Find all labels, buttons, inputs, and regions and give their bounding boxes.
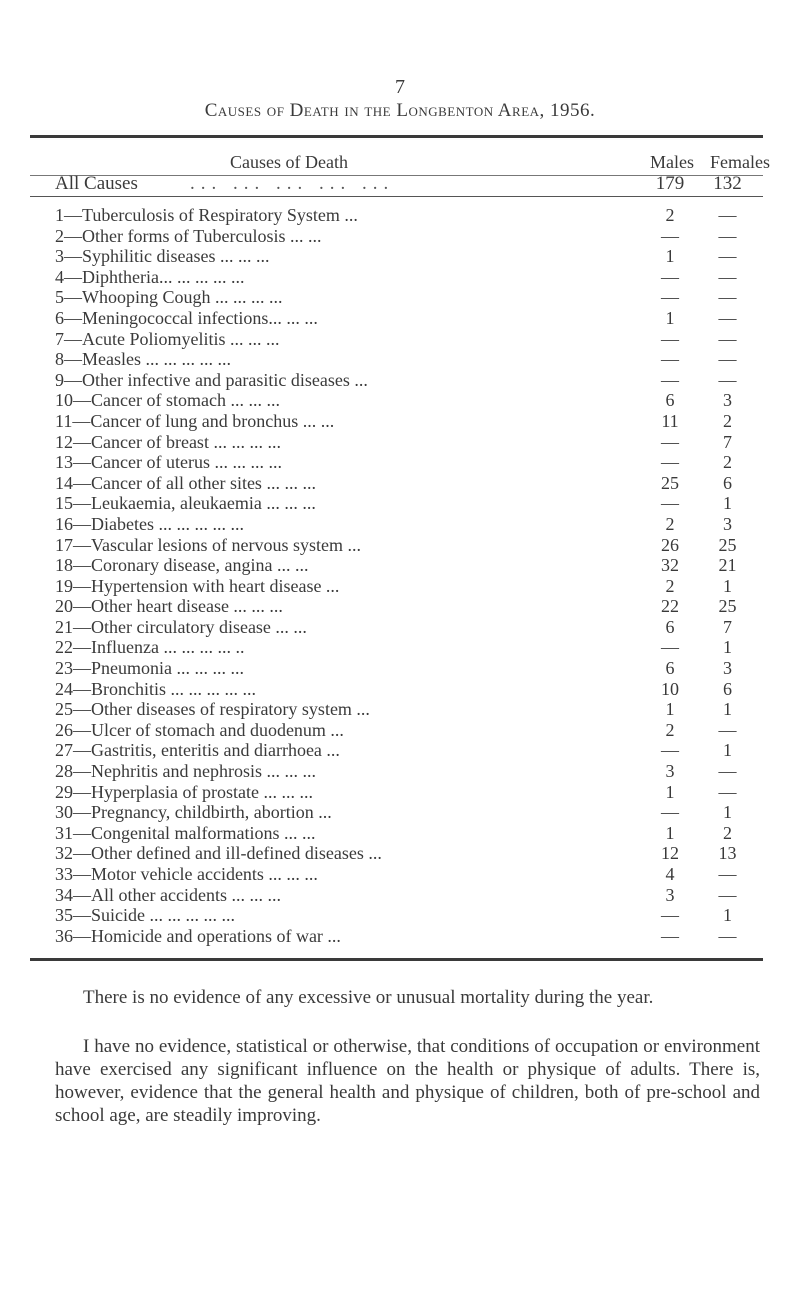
females-count: 1 <box>723 905 732 926</box>
cause-label: 6—Meningococcal infections... ... ... <box>55 307 318 328</box>
table-row <box>55 555 763 576</box>
males-count: 3 <box>665 884 675 905</box>
table-row <box>55 679 763 700</box>
table-row <box>55 926 763 947</box>
table-row <box>55 617 763 638</box>
females-count: 7 <box>723 431 732 452</box>
females-count: 2 <box>723 410 732 431</box>
cause-label: 2—Other forms of Tuberculosis ... ... <box>55 225 322 246</box>
cause-label: 35—Suicide ... ... ... ... ... <box>55 905 235 926</box>
females-count: — <box>718 761 737 782</box>
table-row <box>55 308 763 329</box>
cause-label: 13—Cancer of uterus ... ... ... ... <box>55 452 282 473</box>
males-count: 26 <box>661 534 679 555</box>
males-count: — <box>661 493 679 514</box>
males-count: 10 <box>661 678 679 699</box>
table-row <box>55 823 763 844</box>
males-count: 1 <box>665 781 675 802</box>
females-count: 2 <box>723 452 732 473</box>
header-causes: Causes of Death <box>230 152 348 172</box>
table-row <box>55 535 763 556</box>
females-count: — <box>718 287 737 308</box>
females-count: 6 <box>723 678 732 699</box>
page-title: Causes of Death in the Longbenton Area, 1956. <box>204 100 596 121</box>
females-count: — <box>718 719 737 740</box>
cause-label: 16—Diabetes ... ... ... ... ... <box>55 513 244 534</box>
cause-label: 4—Diphtheria... ... ... ... ... <box>55 266 245 287</box>
table-row <box>55 226 763 247</box>
males-count: 2 <box>665 513 675 534</box>
table-row <box>55 205 763 226</box>
females-count: — <box>718 328 737 349</box>
males-count: 11 <box>661 410 679 431</box>
cause-label: 21—Other circulatory disease ... ... <box>55 616 307 637</box>
males-count: 32 <box>661 555 679 576</box>
males-count: — <box>661 452 679 473</box>
females-count: 1 <box>723 637 732 658</box>
males-count: — <box>661 905 679 926</box>
cause-label: 30—Pregnancy, childbirth, abortion ... <box>55 802 332 823</box>
males-count: 1 <box>665 246 675 267</box>
table-row <box>55 637 763 658</box>
males-count: — <box>661 328 679 349</box>
females-count: 1 <box>723 740 732 761</box>
males-count: — <box>661 431 679 452</box>
table-row <box>55 370 763 391</box>
cause-label: 15—Leukaemia, aleukaemia ... ... ... <box>55 493 316 514</box>
cause-label: 14—Cancer of all other sites ... ... ... <box>55 472 316 493</box>
causes-table-body <box>55 205 763 946</box>
males-count: 25 <box>661 472 679 493</box>
males-count: 12 <box>661 843 679 864</box>
males-count: 4 <box>665 864 675 884</box>
cause-label: 28—Nephritis and nephrosis ... ... ... <box>55 761 316 782</box>
females-count: 1 <box>723 493 732 514</box>
males-count: 6 <box>665 390 675 411</box>
cause-label: 11—Cancer of lung and bronchus ... ... <box>55 410 335 431</box>
females-count: — <box>718 246 737 267</box>
table-row <box>55 802 763 823</box>
table-row <box>55 843 763 864</box>
table-row <box>55 329 763 350</box>
table-row <box>55 885 763 906</box>
females-count: — <box>718 864 737 884</box>
cause-label: 19—Hypertension with heart disease ... <box>55 575 340 596</box>
males-count: 6 <box>665 616 675 637</box>
all-causes-females: 132 <box>713 173 742 194</box>
table-row <box>55 864 763 885</box>
table-row <box>55 390 763 411</box>
table-row <box>55 658 763 679</box>
table-row <box>55 473 763 494</box>
females-count: 3 <box>723 390 732 411</box>
females-count: 3 <box>723 513 732 534</box>
cause-label: 25—Other diseases of respiratory system ... <box>55 699 370 720</box>
cause-label: 24—Bronchitis ... ... ... ... ... <box>55 678 256 699</box>
females-count: — <box>718 884 737 905</box>
females-count: — <box>718 205 737 225</box>
header-males: Males <box>650 152 694 172</box>
all-causes-males: 179 <box>655 173 685 194</box>
page-number: 7 <box>395 76 405 98</box>
cause-label: 26—Ulcer of stomach and duodenum ... <box>55 719 344 740</box>
cause-label: 10—Cancer of stomach ... ... ... <box>55 390 280 411</box>
males-count: 6 <box>665 658 675 679</box>
table-row <box>55 246 763 267</box>
table-row <box>55 782 763 803</box>
females-count: 1 <box>723 575 732 596</box>
table-row <box>55 411 763 432</box>
cause-label: 29—Hyperplasia of prostate ... ... ... <box>55 781 313 802</box>
females-count: 2 <box>723 822 732 843</box>
table-row <box>55 514 763 535</box>
females-count: — <box>718 307 737 328</box>
cause-label: 7—Acute Poliomyelitis ... ... ... <box>55 328 280 349</box>
table-row <box>55 905 763 926</box>
paragraph-mortality-text: There is no evidence of any excessive or unusual mortality during the year. <box>83 987 654 1008</box>
females-count: 21 <box>718 555 737 576</box>
males-count: 1 <box>665 307 675 328</box>
females-count: 25 <box>718 596 737 617</box>
females-count: — <box>718 225 737 246</box>
males-count: — <box>661 740 679 761</box>
females-count: 13 <box>718 843 737 864</box>
cause-label: 27—Gastritis, enteritis and diarrhoea ... <box>55 740 340 761</box>
males-count: — <box>661 369 679 390</box>
table-row <box>55 576 763 597</box>
table-bottom-rule <box>30 958 763 961</box>
cause-label: 36—Homicide and operations of war ... <box>55 925 341 946</box>
males-count: — <box>661 349 679 370</box>
females-count: 1 <box>723 699 732 720</box>
females-count: 3 <box>723 658 732 679</box>
table-top-rule <box>30 135 763 138</box>
table-row <box>55 740 763 761</box>
cause-label: 9—Other infective and parasitic diseases ... <box>55 369 368 390</box>
cause-label: 32—Other defined and ill-defined diseases ... <box>55 843 382 864</box>
females-count: 1 <box>723 802 732 823</box>
cause-label: 20—Other heart disease ... ... ... <box>55 596 283 617</box>
males-count: 22 <box>661 596 679 617</box>
cause-label: 1—Tuberculosis of Respiratory System ... <box>55 205 358 225</box>
males-count: 1 <box>665 699 675 720</box>
males-count: 1 <box>665 822 675 843</box>
cause-label: 22—Influenza ... ... ... ... .. <box>55 637 245 658</box>
cause-label: 17—Vascular lesions of nervous system ... <box>55 534 361 555</box>
cause-label: 18—Coronary disease, angina ... ... <box>55 555 309 576</box>
females-count: — <box>718 349 737 370</box>
table-row <box>55 761 763 782</box>
paragraph-conditions <box>55 1035 760 1127</box>
table-row <box>55 452 763 473</box>
table-row <box>55 267 763 288</box>
cause-label: 3—Syphilitic diseases ... ... ... <box>55 246 270 267</box>
cause-label: 23—Pneumonia ... ... ... ... <box>55 658 244 679</box>
cause-label: 34—All other accidents ... ... ... <box>55 884 281 905</box>
all-causes-rule <box>30 196 763 197</box>
cause-label: 31—Congenital malformations ... ... <box>55 822 316 843</box>
table-row <box>55 349 763 370</box>
cause-label: 8—Measles ... ... ... ... ... <box>55 349 231 370</box>
cause-label: 12—Cancer of breast ... ... ... ... <box>55 431 281 452</box>
females-count: 25 <box>718 534 737 555</box>
females-count: — <box>718 925 737 946</box>
females-count: — <box>718 781 737 802</box>
females-count: 7 <box>723 616 732 637</box>
males-count: 2 <box>665 575 675 596</box>
females-count: — <box>718 369 737 390</box>
cause-label: 5—Whooping Cough ... ... ... ... <box>55 287 283 308</box>
males-count: 3 <box>665 761 675 782</box>
all-causes-label: All Causes <box>55 173 138 194</box>
males-count: 2 <box>665 719 675 740</box>
males-count: — <box>661 287 679 308</box>
paragraph-mortality <box>55 986 760 1009</box>
table-row <box>55 699 763 720</box>
all-causes-dots: ... ... ... ... ... <box>190 173 395 194</box>
header-females: Females <box>710 152 770 172</box>
cause-label: 33—Motor vehicle accidents ... ... ... <box>55 864 318 884</box>
table-row <box>55 287 763 308</box>
paragraph-conditions-text: I have no evidence, statistical or otherwise, that conditions of occupation or environment have exercised any significant influence on the health or physique of adults. There is, however, evidence that the general health and physique of children, both of pre-school and school age, are steadily improving. <box>55 1036 760 1126</box>
table-row <box>55 432 763 453</box>
all-causes-row <box>55 173 763 195</box>
males-count: — <box>661 925 679 946</box>
females-count: — <box>718 266 737 287</box>
males-count: 2 <box>665 205 675 225</box>
males-count: — <box>661 266 679 287</box>
males-count: — <box>661 225 679 246</box>
table-row <box>55 493 763 514</box>
table-row <box>55 596 763 617</box>
table-row <box>55 720 763 741</box>
males-count: — <box>661 637 679 658</box>
females-count: 6 <box>723 472 732 493</box>
males-count: — <box>661 802 679 823</box>
